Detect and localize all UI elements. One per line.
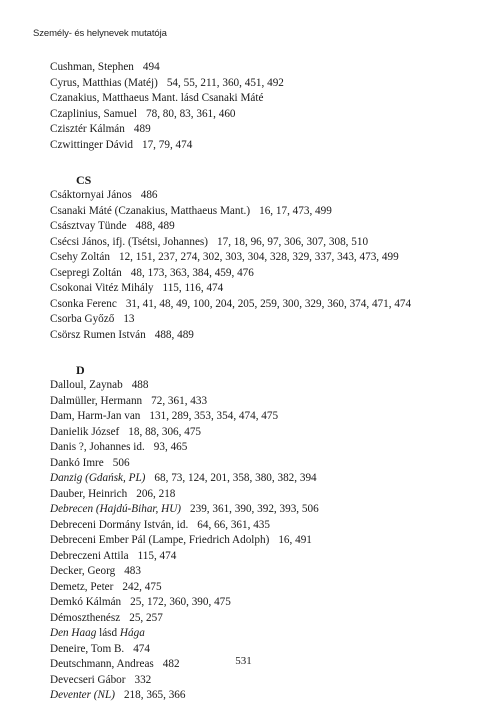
- entry-name: Csokonai Vitéz Mihály: [50, 282, 154, 294]
- entry-name: Csorba Győző: [50, 313, 115, 325]
- entry-name: Demkó Kálmán: [50, 596, 122, 608]
- index-entry: [50, 564, 470, 580]
- index-entry: [50, 456, 470, 472]
- index-entry: [50, 60, 470, 76]
- index-entry: [50, 611, 470, 627]
- entry-pages: 474: [133, 642, 150, 655]
- index-entry: [50, 502, 470, 518]
- index-entry: [50, 595, 470, 611]
- entry-pages: 218, 365, 366: [123, 689, 186, 701]
- entry-name: Demetz, Peter: [50, 580, 114, 593]
- entry-pages: 488, 489: [135, 220, 175, 232]
- entry-pages: 68, 73, 124, 201, 358, 380, 382, 394: [154, 472, 317, 484]
- entry-name: Deventer (NL): [50, 689, 115, 701]
- index-entry: [50, 188, 470, 204]
- index-entry: [50, 425, 470, 441]
- index-entry: [50, 328, 470, 344]
- entry-name: Czaplinius, Samuel: [50, 107, 138, 120]
- entry-pages: 17, 79, 474: [141, 138, 193, 151]
- entry-name: Csonka Ferenc: [50, 297, 117, 310]
- entry-pages: 13: [123, 313, 135, 325]
- entry-pages: 31, 41, 48, 49, 100, 204, 205, 259, 300, 329, 360, 374, 471, 474: [125, 297, 412, 310]
- entry-pages: 206, 218: [136, 487, 176, 500]
- entry-name: Dalmüller, Hermann: [50, 394, 143, 407]
- entry-name: Deutschmann, Andreas: [50, 658, 154, 670]
- entry-name: Decker, Georg: [50, 565, 116, 577]
- entry-name: Császtvay Tünde: [50, 220, 127, 232]
- entry-name: Cushman, Stephen: [50, 61, 134, 73]
- entry-name: Deneire, Tom B.: [50, 642, 125, 655]
- entry-name: Danis ?, Johannes id.: [50, 441, 145, 453]
- entry-pages: 242, 475: [122, 580, 162, 593]
- index-entry: [50, 394, 470, 410]
- index-entry: [50, 281, 470, 297]
- section-heading: D: [76, 363, 85, 377]
- entry-name: Debreceni Ember Pál (Lampe, Friedrich Adolph): [50, 534, 270, 546]
- index-entry: [50, 471, 470, 487]
- index-entry: [50, 107, 470, 123]
- entry-name: Danielik József: [50, 425, 120, 438]
- entry-name: Cyrus, Matthias (Matéj): [50, 76, 158, 89]
- index-entry: [50, 440, 470, 456]
- running-header: Személy- és helynevek mutatója: [33, 28, 167, 39]
- index-entry: [50, 409, 470, 425]
- entry-pages: 12, 151, 237, 274, 302, 303, 304, 328, 329, 337, 343, 473, 499: [118, 251, 399, 263]
- index-entry: [50, 76, 470, 92]
- entry-pages: 25, 172, 360, 390, 475: [130, 596, 231, 608]
- entry-name: Debrecen (Hajdú-Bihar, HU): [50, 503, 182, 515]
- entry-pages: 64, 66, 361, 435: [197, 518, 270, 531]
- section-heading: CS: [76, 173, 92, 187]
- entry-pages: 494: [142, 61, 160, 73]
- index-entry: [50, 91, 470, 107]
- entry-pages: 131, 289, 353, 354, 474, 475: [149, 410, 279, 422]
- entry-name: Dam, Harm-Jan van: [50, 410, 141, 422]
- index-entry: [50, 549, 470, 565]
- index-entry: [50, 204, 470, 220]
- entry-name: Devecseri Gábor: [50, 673, 126, 686]
- entry-name: Csáktornyai János: [50, 189, 132, 201]
- index-entry: [50, 688, 470, 704]
- entry-name: Debreczeni Attila: [50, 549, 129, 562]
- index-entry: [50, 219, 470, 235]
- entry-name: Dalloul, Zaynab: [50, 379, 123, 391]
- entry-name: Csörsz Rumen István: [50, 328, 146, 341]
- entry-pages: 48, 173, 363, 384, 459, 476: [130, 266, 254, 279]
- entry-name: Czanakius, Matthaeus Mant. lásd Csanaki Máté: [50, 92, 264, 104]
- index-entry: [50, 580, 470, 596]
- entry-pages: 16, 491: [278, 534, 312, 546]
- entry-pages: 16, 17, 473, 499: [259, 204, 332, 217]
- entry-name: Csécsi János, ifj. (Tsétsi, Johannes): [50, 235, 208, 248]
- index-body: [50, 60, 470, 704]
- entry-pages: 506: [112, 456, 130, 469]
- index-entry: [50, 312, 470, 328]
- entry-name: Dauber, Heinrich: [50, 487, 128, 500]
- index-entry: [50, 487, 470, 503]
- entry-pages: 78, 80, 83, 361, 460: [146, 107, 236, 120]
- entry-pages: 486: [140, 189, 158, 201]
- entry-pages: 93, 465: [153, 441, 188, 453]
- entry-name: Debreceni Dormány István, id.: [50, 518, 189, 531]
- entry-name: Czwittinger Dávid: [50, 138, 133, 151]
- entry-name: Dankó Imre: [50, 456, 104, 469]
- see-target: Hága: [119, 627, 145, 639]
- index-entry: [50, 626, 470, 642]
- entry-pages: 54, 55, 211, 360, 451, 492: [166, 76, 284, 89]
- index-entry: [50, 518, 470, 534]
- entry-pages: 332: [134, 673, 152, 686]
- index-entry: [50, 297, 470, 313]
- entry-name: Danzig (Gdańsk, PL): [50, 472, 146, 484]
- entry-pages: 25, 257: [129, 611, 163, 624]
- entry-name: Démoszthenész: [50, 611, 121, 624]
- entry-name: Den Haag: [50, 627, 97, 639]
- index-entry: [50, 533, 470, 549]
- entry-pages: 239, 361, 390, 392, 393, 506: [190, 503, 319, 515]
- entry-pages: 18, 88, 306, 475: [128, 425, 201, 438]
- index-entry: [50, 235, 470, 251]
- entry-name: Csanaki Máté (Czanakius, Matthaeus Mant.): [50, 204, 251, 217]
- entry-name: Czisztér Kálmán: [50, 123, 125, 135]
- entry-pages: 489: [133, 123, 151, 135]
- index-entry: [50, 673, 470, 689]
- entry-pages: 17, 18, 96, 97, 306, 307, 308, 510: [217, 235, 369, 248]
- index-entry: [50, 266, 470, 282]
- entry-name: Csepregi Zoltán: [50, 266, 122, 279]
- entry-pages: 482: [162, 658, 180, 670]
- entry-pages: 115, 116, 474: [162, 282, 224, 294]
- entry-pages: 115, 474: [137, 549, 177, 562]
- entry-pages: 488: [131, 379, 149, 391]
- see-reference: lásd: [99, 627, 118, 639]
- index-entry: [50, 250, 470, 266]
- entry-pages: 72, 361, 433: [151, 394, 208, 407]
- index-entry: [50, 378, 470, 394]
- entry-pages: 488, 489: [154, 328, 194, 341]
- index-entry: [50, 138, 470, 154]
- index-entry: [50, 122, 470, 138]
- entry-pages: 483: [124, 565, 141, 577]
- entry-name: Csehy Zoltán: [50, 251, 110, 263]
- page-number: 531: [235, 655, 252, 667]
